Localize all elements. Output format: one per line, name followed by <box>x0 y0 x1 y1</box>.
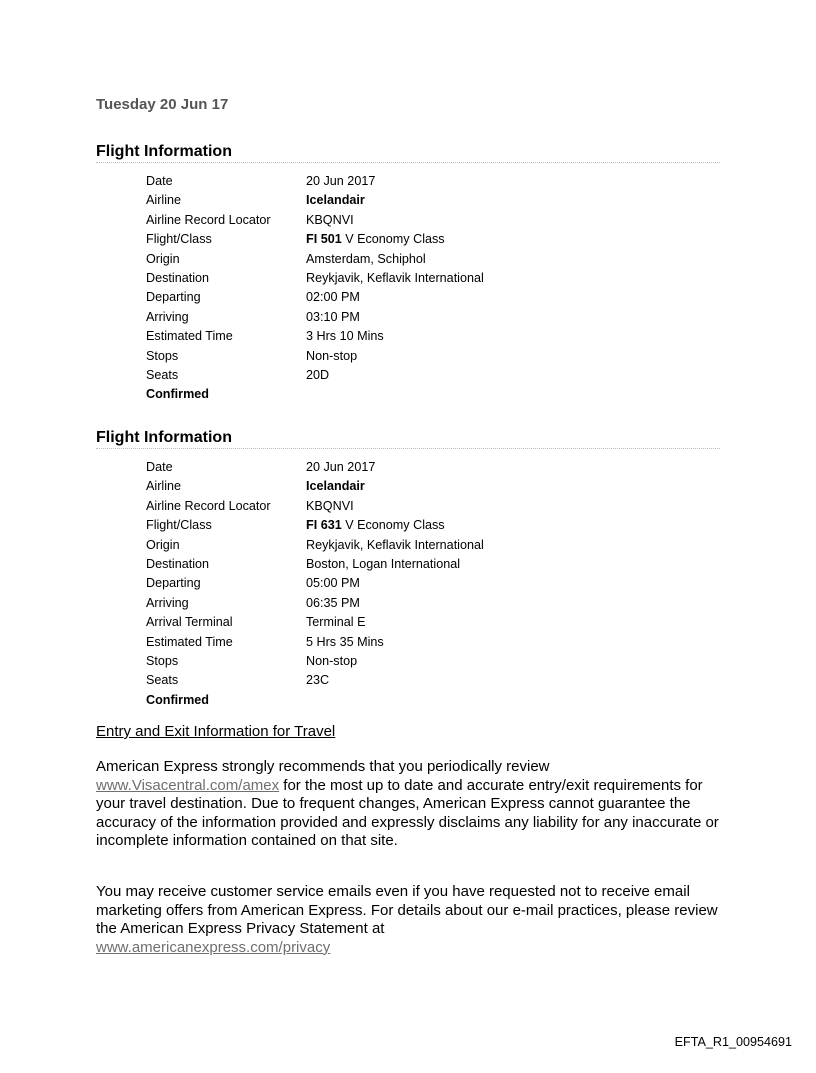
privacy-paragraph <box>96 883 726 957</box>
detail-label: Date <box>146 460 173 474</box>
detail-label: Destination <box>146 556 210 571</box>
detail-label: Arriving <box>146 595 189 610</box>
detail-row-origin <box>146 250 720 269</box>
detail-row-departing <box>146 288 720 307</box>
detail-row-flight-class <box>146 516 720 535</box>
detail-label: Seats <box>146 673 179 688</box>
privacy-link[interactable]: www.americanexpress.com/privacy <box>96 938 331 956</box>
detail-value: Non-stop <box>306 653 358 668</box>
detail-value: Reykjavik, Keflavik International <box>306 537 484 552</box>
detail-value: Non-stop <box>306 348 358 363</box>
detail-label: Estimated Time <box>146 634 233 649</box>
visacentral-link[interactable]: www.Visacentral.com/amex <box>96 776 280 794</box>
entry-exit-paragraph <box>96 758 726 851</box>
detail-value: 20 Jun 2017 <box>306 460 376 474</box>
detail-value: 06:35 PM <box>306 595 360 610</box>
detail-row-airline <box>146 477 720 496</box>
detail-row-estimated-time <box>146 327 720 346</box>
detail-row-record-locator <box>146 211 720 230</box>
detail-label: Origin <box>146 537 180 552</box>
detail-row-destination <box>146 555 720 574</box>
entry-exit-title: Entry and Exit Information for Travel <box>96 723 336 740</box>
section-title: Flight Information <box>96 428 720 449</box>
detail-label: Flight/Class <box>146 232 212 247</box>
detail-label: Destination <box>146 270 210 285</box>
detail-row-stops <box>146 652 720 671</box>
detail-row-date <box>146 458 720 477</box>
section-title: Flight Information <box>96 142 720 163</box>
detail-value: 20 Jun 2017 <box>306 174 376 188</box>
flight-section-2 <box>96 428 720 710</box>
detail-value: 02:00 PM <box>306 290 360 305</box>
detail-label: Airline <box>146 479 181 494</box>
detail-value: Terminal E <box>306 615 366 630</box>
entry-exit-text-before: American Express strongly recommends that you periodically review <box>96 758 550 775</box>
detail-row-seats <box>146 671 720 690</box>
detail-row-stops <box>146 347 720 366</box>
detail-label: Date <box>146 174 173 188</box>
detail-row-destination <box>146 269 720 288</box>
flight-number: FI 501 <box>306 232 342 247</box>
detail-value: KBQNVI <box>306 212 354 227</box>
detail-value: Boston, Logan International <box>306 556 461 571</box>
date-heading: Tuesday 20 Jun 17 <box>96 96 229 113</box>
detail-value: 3 Hrs 10 Mins <box>306 329 384 344</box>
detail-row-airline <box>146 191 720 210</box>
detail-row-arrival-terminal <box>146 613 720 632</box>
flight-details <box>146 458 720 710</box>
detail-value: Amsterdam, Schiphol <box>306 251 426 266</box>
detail-label: Estimated Time <box>146 329 233 344</box>
privacy-text: You may receive customer service emails even if you have requested not to receive email marketing offers from American Express. For details about our e-mail practices, please review the American Express Privacy Statement at <box>96 883 718 937</box>
detail-label: Stops <box>146 348 179 363</box>
detail-value: 20D <box>306 367 330 382</box>
detail-value <box>306 230 445 249</box>
detail-value: 23C <box>306 673 330 688</box>
detail-label: Stops <box>146 653 179 668</box>
flight-number: FI 631 <box>306 518 342 533</box>
flight-class: V Economy Class <box>341 518 445 533</box>
detail-value: Icelandair <box>306 193 365 208</box>
detail-label: Arrival Terminal <box>146 615 233 630</box>
flight-class: V Economy Class <box>341 232 445 247</box>
detail-row-origin <box>146 536 720 555</box>
detail-row-estimated-time <box>146 633 720 652</box>
detail-value: Reykjavik, Keflavik International <box>306 270 484 285</box>
detail-row-departing <box>146 574 720 593</box>
detail-value: 05:00 PM <box>306 576 360 591</box>
flight-section-1 <box>96 142 720 405</box>
booking-status: Confirmed <box>146 692 209 707</box>
detail-value: Icelandair <box>306 479 365 494</box>
detail-label: Seats <box>146 367 179 382</box>
detail-label: Arriving <box>146 309 189 324</box>
detail-value: KBQNVI <box>306 498 354 513</box>
detail-row-arriving <box>146 594 720 613</box>
detail-row-date <box>146 172 720 191</box>
detail-value <box>306 516 445 535</box>
detail-row-flight-class <box>146 230 720 249</box>
detail-label: Airline Record Locator <box>146 498 271 513</box>
entry-exit-text-after: for the most up to date and accurate entry/exit requirements for your travel destination. Due to frequent changes, American Express cannot guarantee the accuracy of the information provided and expressly disclaims any liability for any inaccurate or incomplete information contained on that site. <box>96 776 719 849</box>
detail-label: Flight/Class <box>146 518 212 533</box>
detail-row-record-locator <box>146 497 720 516</box>
document-id: EFTA_R1_00954691 <box>674 1035 792 1049</box>
detail-row-arriving <box>146 308 720 327</box>
detail-label: Airline Record Locator <box>146 212 271 227</box>
booking-status: Confirmed <box>146 387 209 402</box>
flight-details <box>146 172 720 405</box>
detail-value: 03:10 PM <box>306 309 360 324</box>
detail-label: Airline <box>146 193 181 208</box>
detail-row-seats <box>146 366 720 385</box>
detail-label: Departing <box>146 290 201 305</box>
detail-label: Departing <box>146 576 201 591</box>
detail-label: Origin <box>146 251 180 266</box>
detail-value: 5 Hrs 35 Mins <box>306 634 384 649</box>
